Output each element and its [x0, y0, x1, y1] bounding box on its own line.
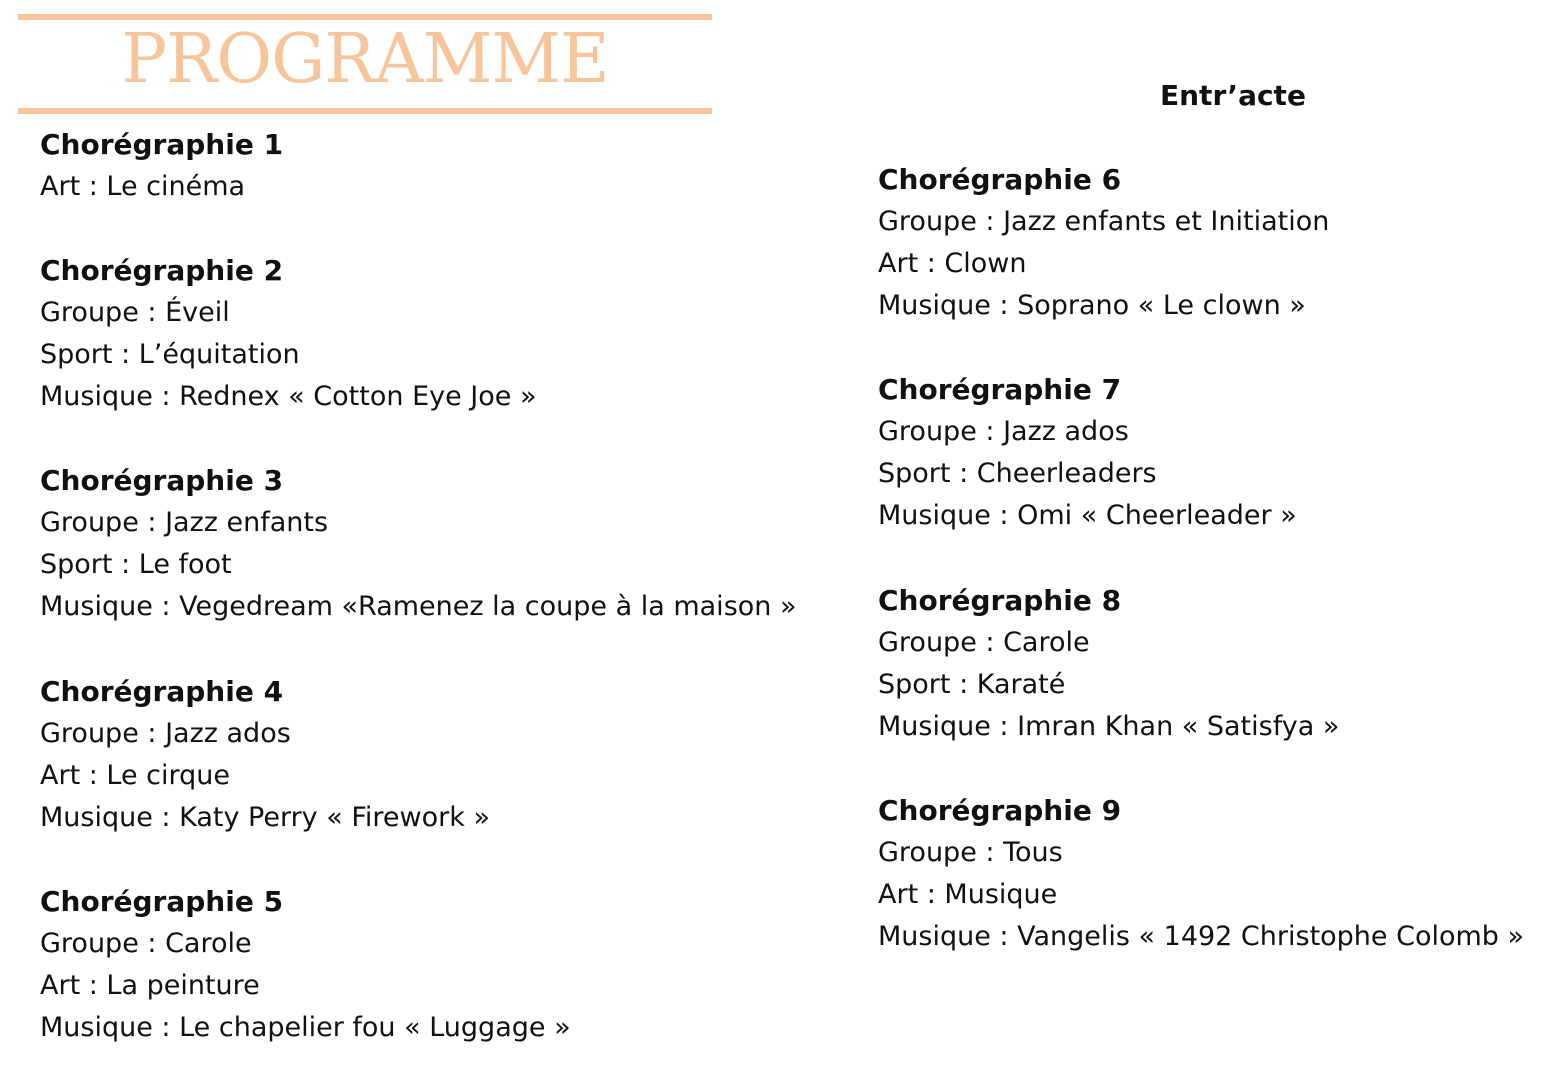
choreography-2 — [40, 250, 537, 418]
choreography-line: Sport : Cheerleaders — [878, 458, 1157, 489]
choreography-6 — [878, 159, 1329, 327]
choreography-line: Musique : Soprano « Le clown » — [878, 290, 1306, 321]
choreography-title: Chorégraphie 1 — [40, 128, 284, 161]
choreography-line: Art : Le cirque — [40, 760, 231, 791]
title-bottom-rule — [18, 108, 712, 114]
choreography-line: Groupe : Jazz ados — [878, 416, 1129, 447]
choreography-line: Groupe : Éveil — [40, 297, 230, 328]
choreography-4 — [40, 671, 490, 839]
choreography-line: Groupe : Jazz ados — [40, 718, 291, 749]
choreography-title: Chorégraphie 7 — [878, 373, 1122, 406]
choreography-line: Musique : Vangelis « 1492 Christophe Colomb » — [878, 921, 1525, 952]
choreography-title: Chorégraphie 5 — [40, 885, 284, 918]
choreography-line: Groupe : Jazz enfants — [40, 507, 329, 538]
choreography-line: Art : Le cinéma — [40, 171, 246, 202]
choreography-8 — [878, 580, 1339, 748]
choreography-title: Chorégraphie 3 — [40, 464, 284, 497]
choreography-5 — [40, 881, 571, 1049]
choreography-title: Chorégraphie 8 — [878, 584, 1122, 617]
choreography-3 — [40, 460, 797, 628]
choreography-line: Art : Musique — [878, 879, 1058, 910]
choreography-line: Musique : Vegedream «Ramenez la coupe à la maison » — [40, 591, 797, 622]
choreography-1 — [40, 124, 283, 208]
choreography-title: Chorégraphie 9 — [878, 794, 1122, 827]
choreography-title: Chorégraphie 2 — [40, 254, 284, 287]
choreography-title: Chorégraphie 4 — [40, 675, 284, 708]
choreography-line: Art : Clown — [878, 248, 1027, 279]
choreography-line: Sport : L’équitation — [40, 339, 300, 370]
choreography-line: Groupe : Jazz enfants et Initiation — [878, 206, 1330, 237]
choreography-7 — [878, 369, 1297, 537]
choreography-line: Groupe : Tous — [878, 837, 1063, 868]
choreography-line: Groupe : Carole — [40, 928, 252, 959]
choreography-9 — [878, 790, 1524, 958]
choreography-line: Sport : Le foot — [40, 549, 232, 580]
choreography-line: Musique : Imran Khan « Satisfya » — [878, 711, 1340, 742]
choreography-line: Sport : Karaté — [878, 669, 1066, 700]
choreography-title: Chorégraphie 6 — [878, 163, 1122, 196]
choreography-line: Musique : Omi « Cheerleader » — [878, 500, 1297, 531]
choreography-line: Musique : Le chapelier fou « Luggage » — [40, 1012, 571, 1043]
page-title: PROGRAMME — [121, 20, 609, 99]
choreography-line: Musique : Katy Perry « Firework » — [40, 802, 490, 833]
intermission-heading: Entr’acte — [1160, 79, 1306, 112]
choreography-line: Groupe : Carole — [878, 627, 1090, 658]
choreography-line: Musique : Rednex « Cotton Eye Joe » — [40, 381, 537, 412]
choreography-line: Art : La peinture — [40, 970, 260, 1001]
